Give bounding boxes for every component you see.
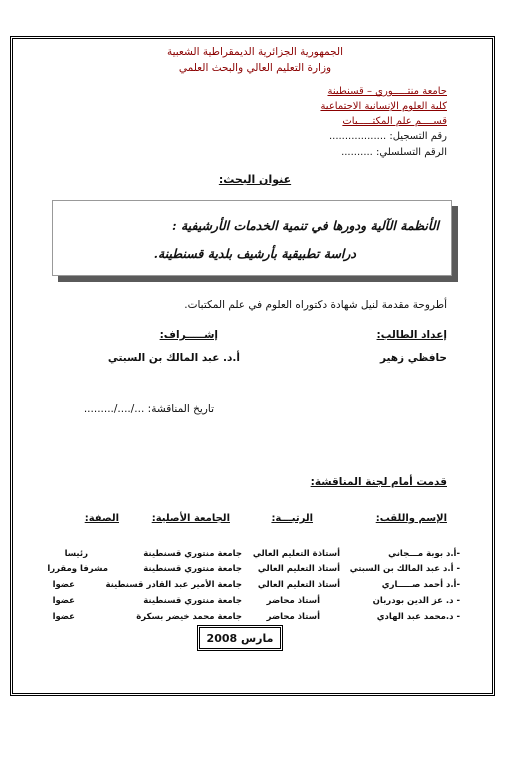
member-name: -أ.د أحمد صـــــاري <box>381 580 460 590</box>
member-university: جامعة محمد خيضر بسكرة <box>136 612 242 622</box>
research-title-box <box>52 200 452 276</box>
member-rank: أستاذ التعليم العالي <box>257 580 340 590</box>
faculty-line: كلية العلوم الإنسانية الاجتماعية <box>320 101 447 112</box>
member-name: - د. عز الدين بودربان <box>372 596 460 606</box>
col-rank-header: الرتبـــة: <box>271 513 313 524</box>
thesis-purpose: أطروحة مقدمة لنيل شهادة دكتوراه العلوم في علم المكتبات. <box>184 299 447 311</box>
defense-date: تاريخ المناقشة: .../..../......... <box>83 403 214 415</box>
member-name: - د.محمد عبد الهادي <box>376 612 460 622</box>
col-role-header: الصفة: <box>84 513 119 524</box>
member-university: جامعة الأمير عبد القادر قسنطينة <box>105 580 242 590</box>
supervisor-label: إشـــــراف: <box>159 329 218 341</box>
department-line: قســــم علم المكتـــــبات <box>342 116 447 127</box>
member-role: عضوا <box>52 612 75 622</box>
committee-row <box>30 612 460 624</box>
member-name: - أ.د عبد المالك بن السبتي <box>349 564 460 574</box>
student-label: إعداد الطالب: <box>376 329 447 341</box>
serial-number: الرقم التسلسلي: .......... <box>341 147 447 158</box>
university-line: جامعة منتـــــوري – قسنطينة <box>327 86 447 97</box>
member-university: جامعة منتوري قسنطينة <box>143 596 242 606</box>
member-role: رئيسا <box>64 549 88 559</box>
member-university: جامعة منتوري قسنطينة <box>143 564 242 574</box>
member-rank: أستاذ التعليم العالي <box>257 564 340 574</box>
member-rank: أستاذ محاضر <box>266 596 320 606</box>
submission-date: مارس 2008 <box>197 625 283 651</box>
member-role: عضوا <box>52 596 75 606</box>
committee-row <box>30 549 460 561</box>
committee-heading: قدمت أمام لجنة المناقشة: <box>310 476 447 488</box>
member-role: عضوا <box>52 580 75 590</box>
col-university-header: الجامعة الأصلية: <box>151 513 230 524</box>
member-university: جامعة منتوري قسنطينة <box>143 549 242 559</box>
research-title-label: عنوان البحث: <box>218 173 292 186</box>
committee-row <box>30 596 460 608</box>
committee-row <box>30 580 460 592</box>
supervisor-name: أ.د. عبد المالك بن السبتي <box>107 352 240 364</box>
member-rank: أستاذ محاضر <box>266 612 320 622</box>
committee-row <box>30 564 460 576</box>
research-title-line2: دراسة تطبيقية بأرشيف بلدية قسنطينة. <box>153 246 356 261</box>
member-name: -أ.د بوبة مـــجاني <box>388 549 460 559</box>
republic-line: الجمهورية الجزائرية الديمقراطية الشعبية <box>166 46 344 58</box>
ministry-line: وزارة التعليم العالي والبحث العلمي <box>178 62 332 74</box>
student-name: حافظي زهير <box>379 352 447 364</box>
member-rank: أستاذة التعليم العالي <box>252 549 340 559</box>
registration-number: رقم التسجيل: .................. <box>328 131 447 142</box>
col-name-header: الإسم واللقب: <box>375 513 447 524</box>
member-role: مشرفا ومقررا <box>47 564 108 574</box>
research-title-line1: الأنظمة الآلية ودورها في تنمية الخدمات الأرشيفية : <box>172 218 439 233</box>
